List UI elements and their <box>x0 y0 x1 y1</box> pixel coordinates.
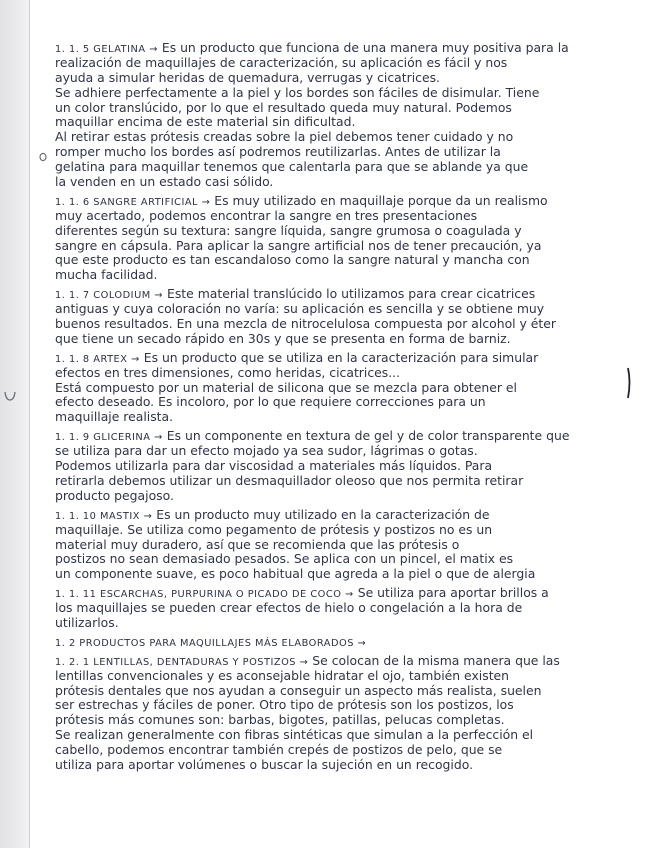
line-text: mucha facilidad. <box>55 267 158 283</box>
line-text: Al retirar estas prótesis creadas sobre la piel debemos tener cuidado y no <box>55 129 514 145</box>
text-line <box>55 586 610 601</box>
section-heading: 1. 1. 6 SANGRE ARTIFICIAL → <box>55 196 211 208</box>
text-line <box>55 538 610 553</box>
line-text: un color translúcido, por lo que el resultado queda muy natural. Podemos <box>55 99 512 115</box>
text-line <box>55 381 610 396</box>
line-text: Se realizan generalmente con fibras sintéticas que simulan a la perfección el <box>55 727 534 743</box>
text-line <box>55 601 610 616</box>
text-line <box>55 351 610 366</box>
text-line <box>55 239 610 254</box>
text-line <box>55 728 610 743</box>
section-1-1-7 <box>55 287 610 347</box>
line-text: lentillas convencionales y es aconsejable hidratar el ojo, también existen <box>55 667 510 683</box>
text-line <box>55 523 610 538</box>
text-line <box>55 552 610 567</box>
text-line <box>55 489 610 504</box>
section-1-2 <box>55 635 610 650</box>
line-text: Es un componente en textura de gel y de color transparente que <box>166 428 570 444</box>
text-line <box>55 287 610 302</box>
text-line <box>55 366 610 381</box>
text-line <box>55 429 610 444</box>
section-heading: 1. 1. 5 GELATINA → <box>55 44 158 55</box>
text-line <box>55 698 610 713</box>
line-text: que este producto es tan escandaloso como la sangre natural y mancha con <box>55 252 530 268</box>
text-line <box>55 101 610 116</box>
line-text: se utiliza para dar un efecto mojado ya sea sudor, lágrimas o gotas. <box>55 443 478 459</box>
line-text: maquillaje. Se utiliza como pegamento de prótesis y postizos no es un <box>55 521 493 537</box>
text-line <box>55 410 610 425</box>
line-text: prótesis dentales que nos ayudan a conseguir un aspecto más realista, suelen <box>55 682 542 698</box>
text-line <box>55 684 610 699</box>
line-text: material muy duradero, así que se recomienda que las prótesis o <box>55 536 460 552</box>
text-line <box>55 758 610 773</box>
section-heading: 1. 1. 11 ESCARCHAS, PURPURINA O PICADO DE COCO → <box>55 589 354 601</box>
section-1-1-9 <box>55 429 610 503</box>
text-line <box>55 635 610 650</box>
line-text: Es un producto muy utilizado en la caracterización de <box>156 506 490 522</box>
section-heading: 1. 1. 8 ARTEX → <box>55 353 140 365</box>
line-text: un componente suave, es poco habitual que agreda a la piel o que de alergia <box>55 566 536 582</box>
line-text: cabello, podemos encontrar también crepés de postizos de pelo, que se <box>55 742 503 758</box>
text-line <box>55 56 610 71</box>
text-line <box>55 160 610 175</box>
text-line <box>55 616 610 631</box>
paper-edge <box>0 0 30 848</box>
line-text: muy acertado, podemos encontrar la sangre en tres presentaciones <box>55 207 478 223</box>
line-text: los maquillajes se pueden crear efectos de hielo o congelación a la hora de <box>55 600 523 616</box>
line-text: maquillaje realista. <box>55 409 174 425</box>
text-line <box>55 175 610 190</box>
text-line <box>55 224 610 239</box>
section-heading: 1. 1. 7 COLODIUM → <box>55 290 164 302</box>
line-text: utilizarlos. <box>55 614 119 630</box>
section-1-1-11 <box>55 586 610 631</box>
text-line <box>55 459 610 474</box>
text-line <box>55 567 610 582</box>
line-text: la venden en un estado casi sólido. <box>55 174 274 190</box>
section-1-2-1 <box>55 654 610 773</box>
text-line <box>55 115 610 130</box>
line-text: maquillar encima de este material sin dificultad. <box>55 114 356 130</box>
section-1-1-10 <box>55 508 610 582</box>
line-text: ser estrechas y fáciles de poner. Otro tipo de prótesis son los postizos, los <box>55 697 514 713</box>
section-heading: 1. 1. 9 GLICERINA → <box>55 432 163 444</box>
text-line <box>55 654 610 669</box>
line-text: retirarla debemos utilizar un desmaquillador oleoso que nos permita retirar <box>55 472 524 488</box>
text-line <box>55 743 610 758</box>
line-text: ayuda a simular heridas de quemadura, verrugas y cicatrices. <box>55 69 440 85</box>
section-1-1-8 <box>55 351 610 425</box>
text-line <box>55 474 610 489</box>
text-line <box>55 209 610 224</box>
line-text: Está compuesto por un material de silicona que se mezcla para obtener el <box>55 379 517 395</box>
line-text: efectos en tres dimensiones, como heridas, cicatrices... <box>55 364 401 380</box>
section-1-1-6 <box>55 194 610 283</box>
text-line <box>55 395 610 410</box>
line-text: producto pegajoso. <box>55 487 174 503</box>
line-text: prótesis más comunes son: barbas, bigotes, patillas, pelucas completas. <box>55 712 505 728</box>
margin-bracket-mark <box>624 366 634 400</box>
line-text: postizos no sean demasiado pesados. Se aplica con un pincel, el matix es <box>55 551 514 567</box>
text-line <box>55 713 610 728</box>
line-text: Es muy utilizado en maquillaje porque da un realismo <box>214 192 548 208</box>
line-text: Se colocan de la misma manera que las <box>312 652 560 668</box>
line-text: romper mucho los bordes así podremos reutilizarlas. Antes de utilizar la <box>55 144 501 160</box>
line-text: sangre en cápsula. Para aplicar la sangre artificial nos de tener precaución, ya <box>55 237 542 253</box>
line-text: efecto deseado. Es incoloro, por lo que requiere correcciones para un <box>55 394 486 410</box>
section-heading: 1. 2 PRODUCTOS PARA MAQUILLAJES MÁS ELABORADOS → <box>55 637 367 649</box>
text-line <box>55 332 610 347</box>
text-line <box>55 317 610 332</box>
line-text: realización de maquillajes de caracterización, su aplicación es fácil y nos <box>55 54 508 70</box>
margin-dot-mark <box>38 151 48 163</box>
text-line <box>55 41 610 56</box>
text-line <box>55 194 610 209</box>
margin-curve-mark <box>3 389 17 403</box>
line-text: utiliza para aportar volúmenes o buscar la sujeción en un recogido. <box>55 756 474 772</box>
line-text: que tiene un secado rápido en 30s y que se presenta en forma de barniz. <box>55 330 511 346</box>
text-line <box>55 302 610 317</box>
line-text: Se adhiere perfectamente a la piel y los bordes son fáciles de disimular. Tiene <box>55 84 540 100</box>
text-line <box>55 130 610 145</box>
section-heading: 1. 1. 10 MASTIX → <box>55 510 153 522</box>
text-line <box>55 669 610 684</box>
text-line <box>55 86 610 101</box>
line-text: Podemos utilizarla para dar viscosidad a materiales más líquidos. Para <box>55 458 493 474</box>
line-text: diferentes según su textura: sangre líquida, sangre grumosa o coagulada y <box>55 222 522 238</box>
line-text: antiguas y cuya coloración no varía: su aplicación es sencilla y se obtiene muy <box>55 301 545 317</box>
line-text: Se utiliza para aportar brillos a <box>357 585 549 601</box>
text-line <box>55 268 610 283</box>
line-text: buenos resultados. En una mezcla de nitrocelulosa compuesta por alcohol y éter <box>55 316 557 332</box>
text-line <box>55 444 610 459</box>
line-text: Es un producto que funciona de una manera muy positiva para la <box>161 40 569 55</box>
text-line <box>55 145 610 160</box>
line-text: Este material translúcido lo utilizamos para crear cicatrices <box>166 286 536 302</box>
section-1-1-5 <box>55 41 610 190</box>
line-text: Es un producto que se utiliza en la caracterización para simular <box>143 349 539 365</box>
text-line <box>55 508 610 523</box>
handwritten-notes <box>55 41 610 773</box>
line-text: gelatina para maquillar tenemos que calentarla para que se ablande ya que <box>55 159 529 175</box>
section-heading: 1. 2. 1 LENTILLAS, DENTADURAS Y POSTIZOS → <box>55 656 309 668</box>
text-line <box>55 71 610 86</box>
text-line <box>55 253 610 268</box>
